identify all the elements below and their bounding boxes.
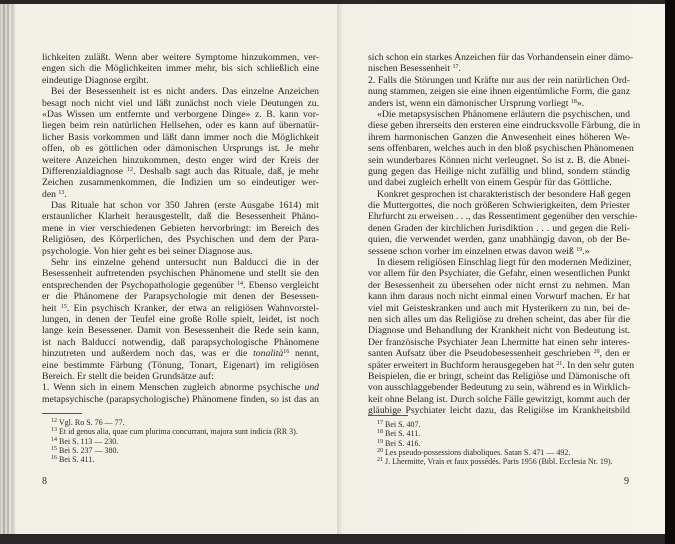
text-line bbox=[368, 337, 630, 348]
text-run: der Besessenheit zu übersehen oder nicht ernst zu nehmen. Man bbox=[368, 279, 630, 291]
body-text bbox=[368, 52, 641, 417]
text-line bbox=[42, 257, 319, 268]
text-line bbox=[42, 109, 319, 120]
footnote-number: 18 bbox=[377, 429, 383, 436]
text-run: 1. Wenn sich in einem Menschen zugleich abnorme psychische bbox=[42, 382, 305, 394]
text-line bbox=[42, 166, 319, 177]
text-line bbox=[42, 394, 319, 405]
text-run: «Das Wissen um entfernte und verborgene Dinge» z. B. kann vor- bbox=[42, 108, 319, 120]
text-run: Differenzialdiagnose bbox=[42, 165, 127, 177]
text-run: «Die metapsysischen Phänomene erläutern die psychischen, und bbox=[377, 108, 630, 120]
text-run: den bbox=[42, 188, 59, 200]
text-line bbox=[42, 63, 319, 74]
text-run: besagt noch nicht viel und läßt zunächst noch viele Deutungen zu. bbox=[42, 97, 319, 109]
text-run: engen sich die Möglichkeiten immer mehr, bis sich schließlich eine bbox=[42, 63, 319, 75]
footnote-text: Bei S. 237 — 380. bbox=[57, 445, 119, 455]
footnote-ref: 21 bbox=[556, 360, 563, 367]
footnotes bbox=[368, 420, 630, 466]
text-line bbox=[42, 337, 319, 348]
text-run: Der französische Psychiater Jean Lhermitte hat einen sehr interes- bbox=[368, 336, 630, 348]
text-run: kann ihm daraus noch nicht einmal einen Vorwurf machen. Er hat bbox=[368, 291, 630, 303]
text-run: nischen Besessenheit bbox=[368, 63, 453, 75]
text-run: von ausschlaggebender Bedeutung zu sein, während es in Wirklich- bbox=[368, 382, 631, 394]
text-line bbox=[368, 246, 630, 257]
footnote-rule bbox=[368, 415, 408, 416]
text-line bbox=[42, 360, 319, 371]
text-run: sessene schon vorher im einzelnen etwas davon weiß bbox=[368, 245, 577, 257]
text-line bbox=[42, 371, 319, 382]
text-run: sich schon ein starkes Anzeichen für das Vorhandensein einer dämo- bbox=[368, 52, 634, 63]
footnote-text: Bei S. 113 — 230. bbox=[57, 436, 119, 446]
text-line bbox=[368, 257, 630, 268]
text-line bbox=[368, 291, 630, 302]
text-run: die Muttergottes, die noch größeren Schwierigkeiten, dem Priester bbox=[368, 200, 630, 212]
text-run: psychologie. Von hier geht es bei seiner Diagnose aus. bbox=[42, 245, 253, 257]
text-run: erstaunlicher Klarheit herausgestellt, daß die Besessenheit Phäno- bbox=[42, 211, 319, 223]
footnote-text: Bei S. 407. bbox=[383, 420, 421, 429]
footnote-ref: 16 bbox=[283, 349, 290, 356]
text-run: lichkeiten zuläßt. Wenn aber weitere Symptome hinzukommen, ver- bbox=[42, 52, 319, 63]
footnote-number: 16 bbox=[51, 455, 57, 462]
text-line bbox=[368, 63, 630, 74]
text-line bbox=[42, 143, 319, 154]
text-run: nen sich alles um das Religiöse zu drehen scheint, das aber für die bbox=[368, 313, 630, 325]
text-run: . In den sehr guten bbox=[562, 359, 635, 371]
text-line bbox=[42, 382, 319, 393]
text-line bbox=[42, 155, 319, 166]
text-run: In diesem religiösen Einschlag liegt für den modernen Mediziner, bbox=[377, 257, 632, 269]
footnote-text: Les pseudo-possessions diaboliques. Satan S. 471 — 492. bbox=[383, 447, 571, 457]
footnote-number: 17 bbox=[377, 420, 383, 426]
footnote bbox=[368, 429, 630, 438]
text-run: gläubige Psychiater leicht dazu, das Religiöse im Krankheitsbild bbox=[368, 405, 630, 417]
text-run: denen Graden der kirchlichen Jurisdiktion . . . und gegen die Reli- bbox=[368, 222, 630, 234]
book-edge bbox=[665, 0, 675, 544]
text-line bbox=[368, 86, 630, 97]
text-line bbox=[42, 211, 319, 222]
text-line bbox=[368, 359, 635, 371]
text-line bbox=[368, 314, 630, 325]
text-run: metapsychische (parapsychologische) Phänomene finden, so ist das an bbox=[42, 393, 319, 405]
footnote-ref: 14 bbox=[236, 280, 243, 287]
text-run: . Ein psychisch Kranker, der etwa an religiösen Wahnvorstel- bbox=[66, 302, 319, 314]
footnote-number: 13 bbox=[51, 427, 57, 434]
page-number: 9 bbox=[624, 476, 629, 487]
footnote-text: Bei S. 411. bbox=[383, 429, 421, 439]
text-run: anders ist, wenn ein dämonischer Ursprung vorliegt bbox=[368, 97, 571, 109]
text-run: heit bbox=[42, 302, 61, 314]
text-line bbox=[368, 268, 630, 279]
text-run: Bereich. Er stellt die beiden Grundsätze auf: bbox=[42, 370, 214, 382]
text-line bbox=[368, 223, 630, 234]
text-run: entsprechenden der Psychopathologie gegenüber bbox=[42, 279, 237, 291]
italic-text: und bbox=[304, 382, 319, 394]
text-run: eindeutige Diagnose ergibt. bbox=[42, 74, 149, 86]
italic-text: tonalità bbox=[253, 348, 284, 360]
text-run: und dabei zugleich erhellt von einem Gespür für das Göttliche. bbox=[368, 177, 612, 189]
text-run: mene in vier verschiedenen Gebieten hervorbringt: im Bereich des bbox=[42, 222, 319, 234]
text-line bbox=[42, 223, 319, 234]
text-line bbox=[368, 394, 630, 405]
footnote bbox=[368, 457, 630, 466]
text-run: offen, ob es göttlichen oder dämonischen Ursprungs ist. Je mehr bbox=[42, 143, 319, 155]
text-line bbox=[368, 382, 630, 393]
footnote bbox=[42, 446, 319, 455]
text-line bbox=[368, 200, 630, 211]
text-line bbox=[368, 120, 641, 132]
text-line bbox=[368, 177, 630, 188]
text-line bbox=[368, 52, 634, 63]
text-line bbox=[368, 280, 630, 291]
footnote bbox=[368, 439, 630, 448]
text-run: Konkret gesprochen ist charakteristisch der besondere Haß gegen bbox=[377, 188, 631, 200]
footnote-number: 21 bbox=[377, 457, 383, 464]
text-run: Ehrfurcht zu erweisen . . ., das Ressentiment gegenüber den verschie- bbox=[368, 211, 638, 223]
text-run: Das Rituale hat schon vor 350 Jahren (erste Ausgabe 1614) mit bbox=[51, 200, 319, 212]
footnote-number: 15 bbox=[51, 445, 57, 452]
text-line bbox=[368, 143, 634, 155]
text-run: . bbox=[64, 188, 67, 200]
footnote-ref: 19 bbox=[576, 246, 583, 253]
text-run: licher Basis vorkommen und läßt dann immer noch die Möglichkeit bbox=[42, 131, 319, 143]
footnote-number: 12 bbox=[51, 418, 57, 424]
text-run: quien, die verwendet werden, ganz unabhängig davon, ob der Be- bbox=[368, 234, 630, 246]
text-run: weitere Anzeichen hinzukommen, desto enger wird der Kreis der bbox=[42, 154, 319, 166]
right-page bbox=[337, 4, 665, 534]
text-run: .» bbox=[582, 245, 590, 257]
text-line bbox=[42, 52, 319, 63]
text-line bbox=[368, 166, 630, 177]
footnote-rule bbox=[42, 413, 82, 414]
footnotes bbox=[42, 418, 319, 464]
left-page bbox=[0, 4, 337, 534]
footnote-text: Bei S. 416. bbox=[383, 438, 421, 448]
text-run: liegen beim rein natürlichen Hellsehen, oder es kann auf übernatür- bbox=[42, 120, 319, 132]
text-line bbox=[368, 348, 630, 359]
text-line bbox=[42, 189, 319, 200]
text-run: Beispielen, die er bringt, scheint das Religiöse und Dämonische oft bbox=[368, 370, 630, 382]
text-line bbox=[368, 234, 630, 245]
text-run: Diagnose und Behandlung der Krankheit nicht von Bedeutung ist. bbox=[368, 325, 630, 337]
footnote-number: 20 bbox=[377, 447, 383, 454]
text-run: santen Aufsatz über die Pseudobesessenheit geschrieben bbox=[368, 348, 594, 360]
text-run: . Deshalb sagt auch das Rituale, daß, je mehr bbox=[132, 165, 319, 177]
text-line bbox=[368, 303, 630, 314]
text-run: Besessenheit auftretenden psychischen Phänomene und stellt sie den bbox=[42, 268, 319, 280]
text-line bbox=[42, 325, 319, 336]
text-run: vor allem für den Psychiater, die Gefahr, einen wesentlichen Punkt bbox=[368, 268, 630, 280]
text-run: er die Phänomene der Parapsychologie mit denen der Besessen- bbox=[42, 291, 319, 303]
text-run: , den er bbox=[599, 348, 630, 360]
text-run: ist nach Balducci notwendig, daß parapsychologische Phänomene bbox=[42, 336, 319, 348]
text-line bbox=[368, 155, 630, 166]
text-line bbox=[368, 371, 630, 382]
text-run: nennt, bbox=[289, 348, 319, 360]
text-line bbox=[42, 303, 319, 314]
text-line bbox=[42, 348, 319, 359]
page-number: 8 bbox=[42, 476, 47, 487]
text-line bbox=[368, 98, 630, 109]
footnote bbox=[42, 437, 319, 446]
footnote-ref: 20 bbox=[593, 349, 600, 356]
text-line bbox=[42, 177, 319, 188]
text-run: . Ebenso vergleicht bbox=[242, 279, 319, 291]
footnote-number: 19 bbox=[377, 438, 383, 445]
body-text bbox=[42, 52, 319, 405]
footnote bbox=[42, 455, 319, 464]
text-line bbox=[368, 75, 630, 86]
text-line bbox=[42, 200, 319, 211]
text-line bbox=[42, 132, 319, 143]
footnote-ref: 17 bbox=[452, 64, 459, 71]
text-run: eine bestimmte Färbung (Tönung, Tonart, Eigenart) im religiösen bbox=[42, 359, 319, 371]
text-line bbox=[42, 291, 319, 302]
text-run: lange kein Besessener. Damit von Besessenheit die Rede sein kann, bbox=[42, 325, 319, 337]
footnote-number: 14 bbox=[51, 436, 57, 443]
footnote-ref: 12 bbox=[126, 166, 133, 173]
text-run: viel mit Geisteskranken und auch mit Hysterikern zu tun, bei de- bbox=[368, 302, 630, 314]
text-run: . bbox=[458, 63, 461, 75]
text-run: Sehr ins einzelne gehend untersucht nun Balducci die in der bbox=[51, 257, 319, 269]
footnote-ref: 13 bbox=[58, 189, 65, 196]
text-line bbox=[42, 314, 319, 325]
text-run: keit ohne Belang ist. Durch solche Fälle gewitzigt, kommt auch der bbox=[368, 393, 630, 405]
footnote-ref: 18 bbox=[570, 98, 577, 105]
text-line bbox=[368, 211, 638, 223]
text-line bbox=[42, 120, 319, 131]
footnote bbox=[368, 420, 630, 429]
text-line bbox=[368, 189, 630, 200]
text-run: nung stammen, zeigen sie eine ihnen eigentümliche Form, die ganz bbox=[368, 86, 630, 98]
text-line bbox=[368, 109, 630, 120]
text-run: ». bbox=[576, 97, 585, 109]
text-line bbox=[42, 234, 319, 245]
footnote-text: J. Lhermitte, Vrais et faux possédés. Paris 1956 (Bibl. Ecclesia Nr. 19). bbox=[383, 457, 613, 467]
text-run: Religiösen, des Körperlichen, des Psychischen und dem der Para- bbox=[42, 234, 319, 246]
footnote bbox=[42, 418, 319, 427]
text-run: Zeichen zusammenkommen, die Indizien um so eindeutiger wer- bbox=[42, 177, 319, 189]
text-line bbox=[368, 325, 630, 336]
text-run: später erweitert in Buchform herausgegeben hat bbox=[368, 359, 557, 371]
footnote-text: Bei S. 411. bbox=[57, 455, 95, 465]
text-line bbox=[42, 86, 319, 97]
footnote-text: Vgl. Ro S. 76 — 77. bbox=[57, 418, 125, 427]
text-run: sens offenbaren, welches auch in den bloß psychischen Phänomenen bbox=[368, 143, 634, 155]
footnote bbox=[368, 448, 630, 457]
text-run: hinzutreten und außerdem noch das, was er die bbox=[42, 348, 254, 360]
text-line bbox=[42, 280, 319, 291]
text-line bbox=[368, 132, 630, 143]
text-run: lungen, in denen der Teufel eine große Rolle spielt, leidet, ist noch bbox=[42, 313, 319, 325]
footnote-ref: 15 bbox=[60, 303, 67, 310]
text-line bbox=[42, 98, 319, 109]
text-run: sein wunderbares Können nicht verleugnet. So ist z. B. die Abnei- bbox=[368, 154, 630, 166]
footnote bbox=[42, 427, 319, 436]
footnote-text: Et id genus alia, quae cum plurima concurrant, majora sunt indicia (RR 3). bbox=[57, 427, 298, 437]
text-line bbox=[42, 75, 319, 86]
text-line bbox=[42, 246, 319, 257]
text-run: gung gegen das Heilige nicht zufällig und blind, sondern ständig bbox=[368, 165, 630, 177]
text-run: 2. Falls die Störungen und Kräfte nur aus der rein natürlichen Ord- bbox=[368, 74, 630, 86]
text-line bbox=[42, 268, 319, 279]
text-run: Bei der Besessenheit ist es nicht anders. Das einzelne Anzeichen bbox=[51, 86, 319, 98]
text-run: ihrem harmonischen Ganzen die Anwesenheit eines höheren We- bbox=[368, 131, 630, 143]
text-run: diese geben ihrerseits den ersteren eine eindrucksvolle Färbung, die in bbox=[368, 120, 641, 132]
